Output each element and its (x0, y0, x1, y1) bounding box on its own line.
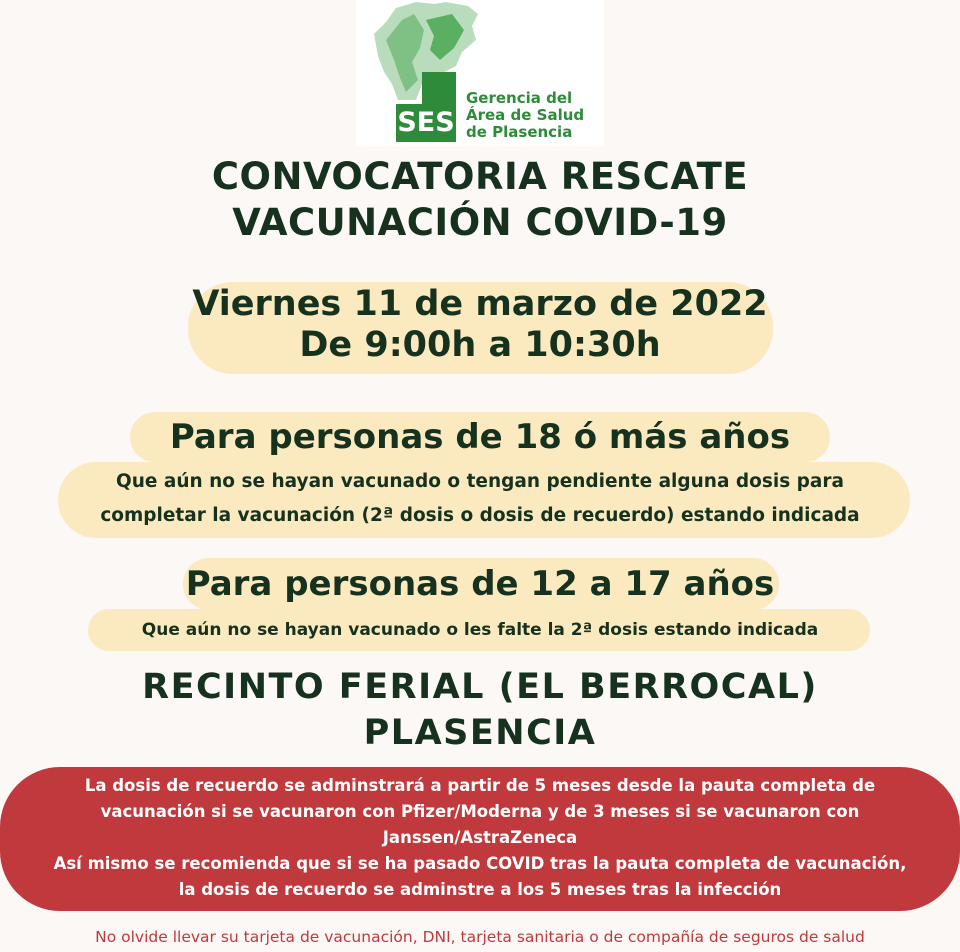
logo (356, 0, 604, 146)
notice-line: Así mismo se recomienda que si se ha pasado COVID tras la pauta completa de vacunación, (53, 854, 907, 873)
title-line: VACUNACIÓN COVID-19 (232, 201, 728, 244)
event-date (0, 284, 960, 366)
event-location (0, 664, 960, 756)
notice-line: Janssen/AstraZeneca (382, 828, 578, 847)
notice-line: la dosis de recuerdo se adminstre a los 5 meses tras la infección (178, 880, 782, 899)
location-line: PLASENCIA (363, 713, 597, 753)
logo-abbrev: SES (396, 104, 456, 142)
adults-detail-line: completar la vacunación (2ª dosis o dosis de recuerdo) estando indicada (100, 505, 860, 526)
adults-heading: Para personas de 18 ó más años (169, 417, 791, 457)
booster-notice (0, 773, 960, 903)
page-title (0, 154, 960, 246)
title-line: CONVOCATORIA RESCATE (211, 155, 749, 198)
adults-detail-line: Que aún no se hayan vacunado o tengan pendiente alguna dosis para (115, 471, 844, 492)
location-line: RECINTO FERIAL (EL BERROCAL) (142, 667, 818, 707)
logo-line: de Plasencia (466, 123, 573, 141)
notice-line: vacunación si se vacunaron con Pfizer/Moderna y de 3 meses si se vacunaron con (100, 802, 860, 821)
teens-heading: Para personas de 12 a 17 años (185, 564, 775, 604)
notice-line: La dosis de recuerdo se adminstrará a partir de 5 meses desde la pauta completa de (84, 776, 876, 795)
footer-reminder: No olvide llevar su tarjeta de vacunación, DNI, tarjeta sanitaria o de compañía de seguros de salud (95, 928, 865, 946)
time-line: De 9:00h a 10:30h (299, 325, 661, 365)
logo-text (466, 90, 584, 141)
teens-detail: Que aún no se hayan vacunado o les falte la 2ª dosis estando indicada (141, 620, 819, 640)
logo-line: Área de Salud (466, 106, 585, 124)
adults-detail (0, 465, 960, 533)
logo-line: Gerencia del (466, 89, 573, 107)
date-line: Viernes 11 de marzo de 2022 (192, 284, 768, 324)
